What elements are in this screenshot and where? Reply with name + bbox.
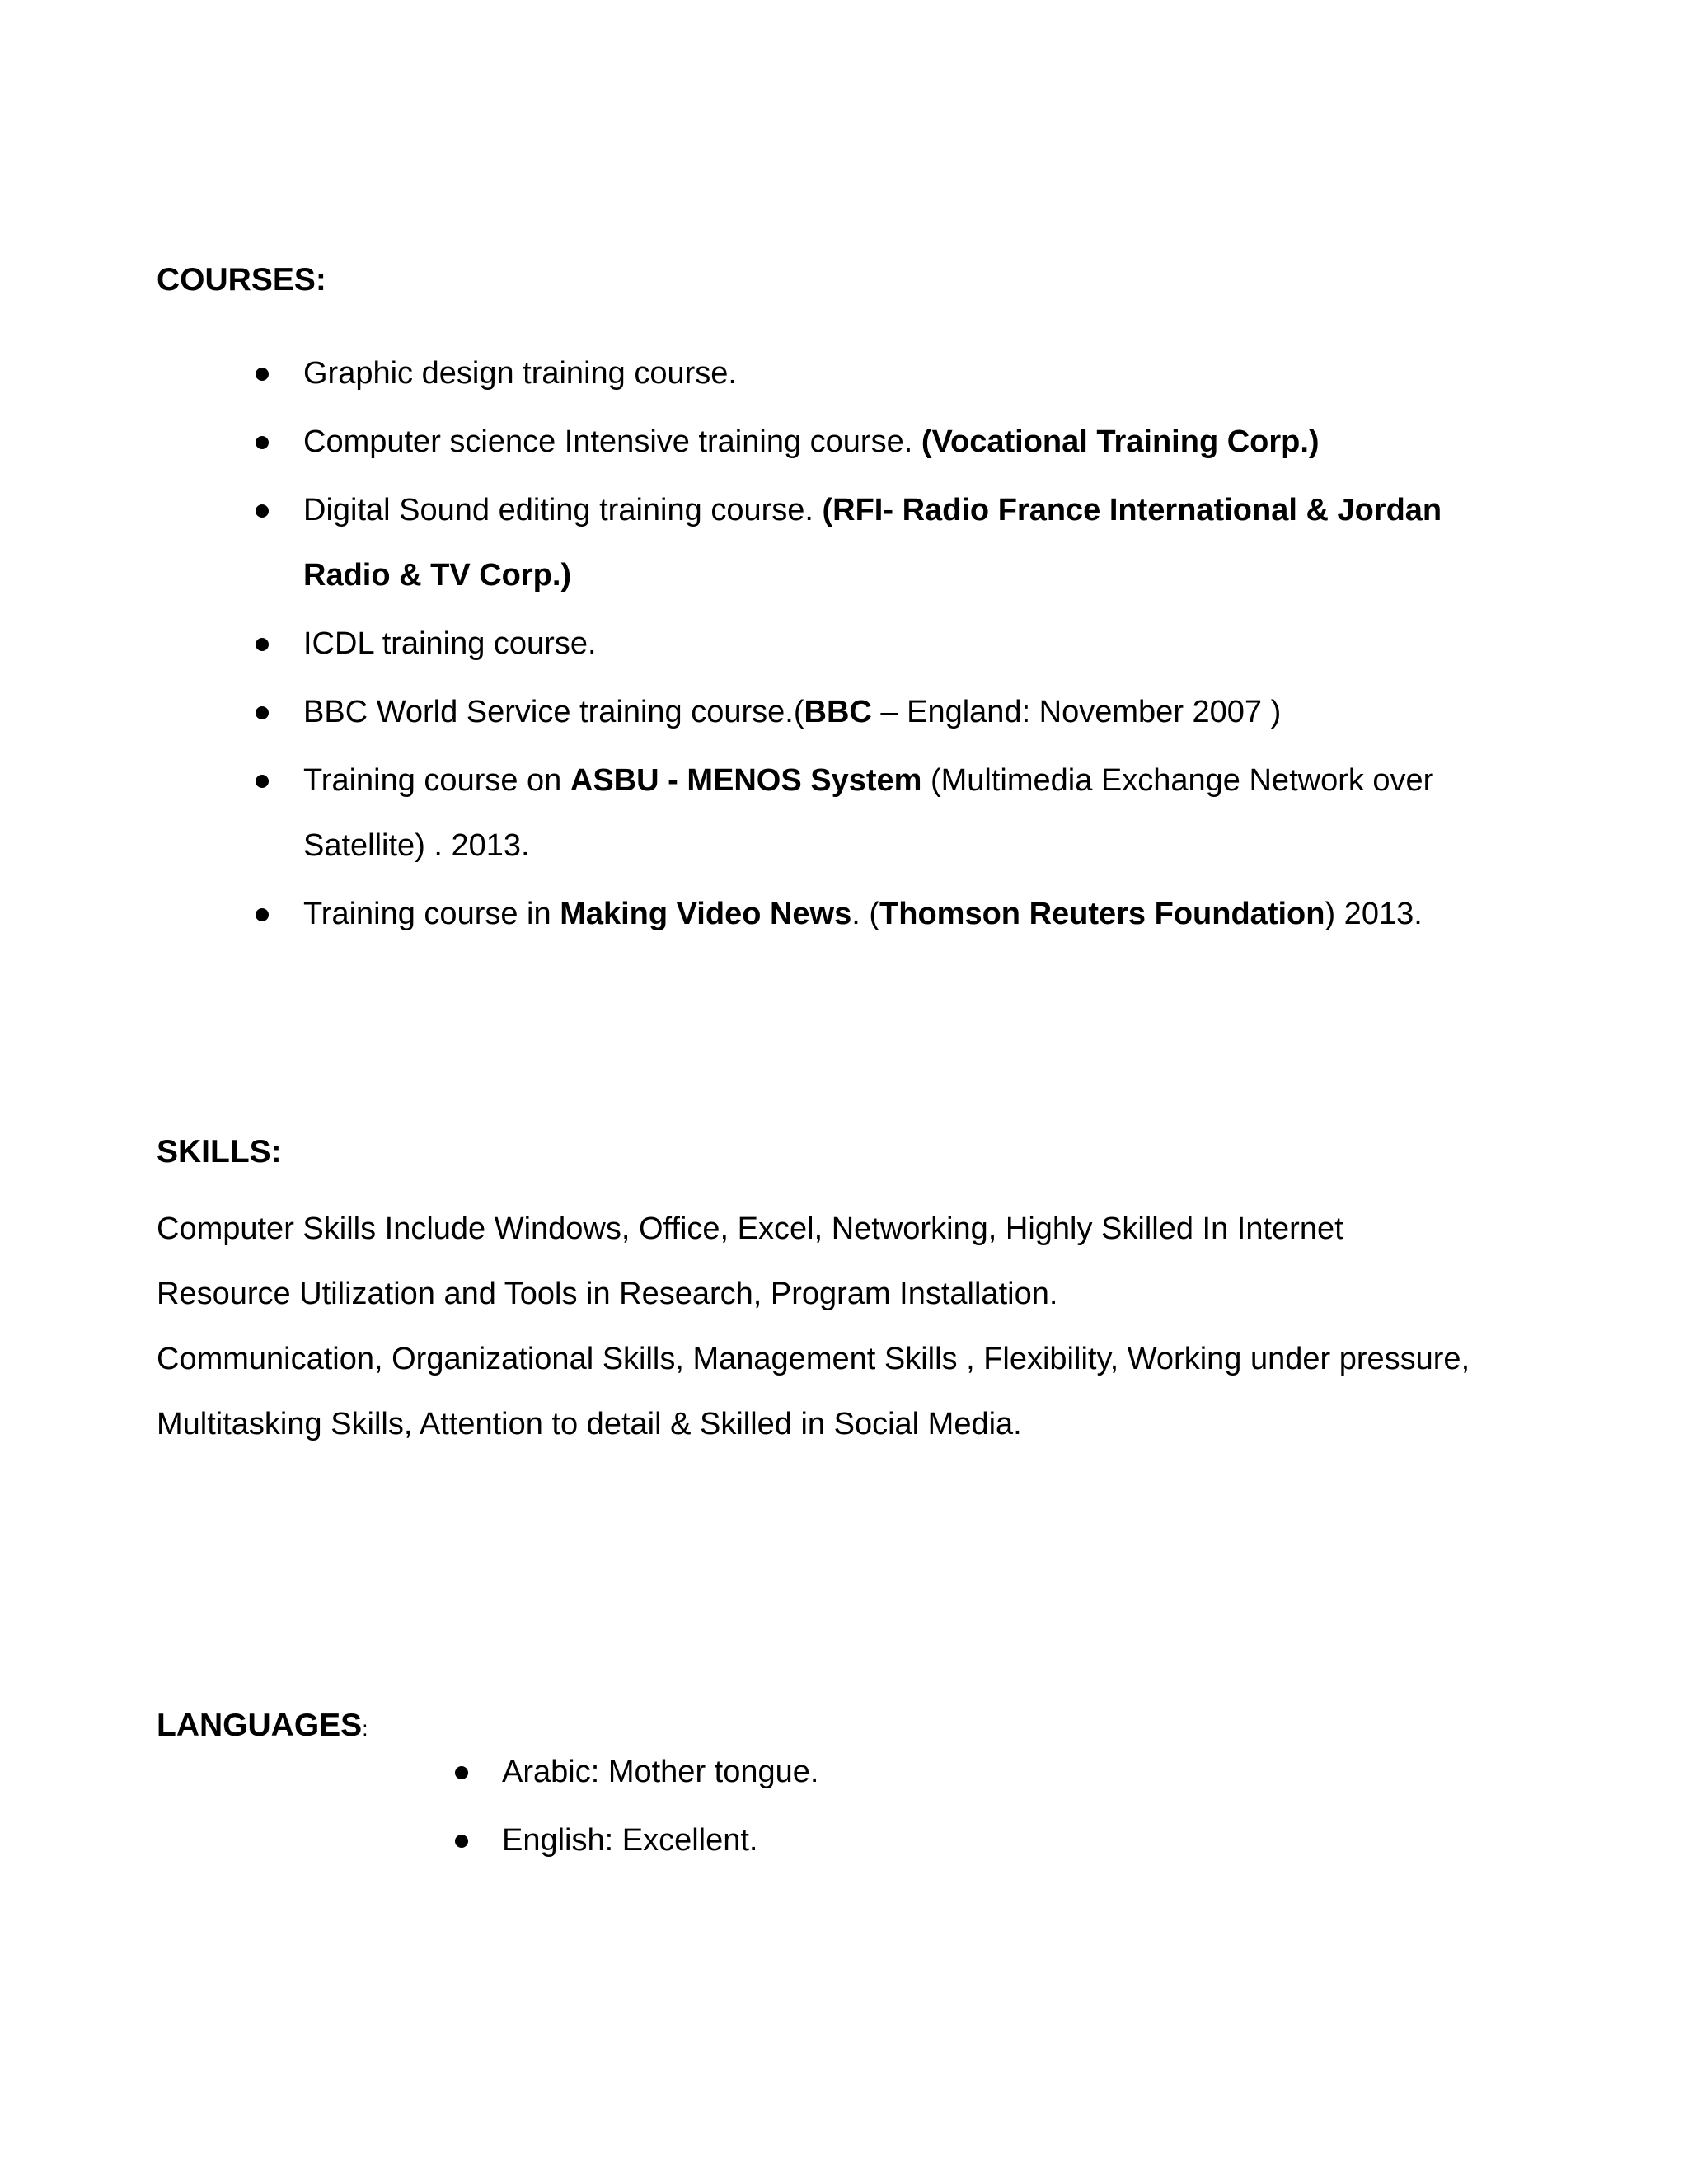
languages-list [502, 1740, 1244, 1877]
list-item [303, 882, 1474, 947]
languages-heading-colon: : [362, 1716, 368, 1741]
course-system: ASBU - MENOS System [570, 763, 922, 798]
course-topic: Making Video News [560, 897, 852, 931]
bullet-icon [256, 775, 269, 788]
course-date: ) 2013. [1325, 897, 1423, 931]
list-item [303, 341, 1474, 406]
bullet-icon [256, 908, 269, 921]
course-org: (Vocational Training Corp.) [921, 424, 1320, 459]
bullet-icon [455, 1835, 468, 1848]
courses-heading: COURSES: [157, 262, 326, 298]
bullet-icon [256, 706, 269, 719]
bullet-icon [455, 1766, 468, 1779]
skills-heading: SKILLS: [157, 1134, 282, 1169]
course-org: (RFI- Radio France International & Jordan Radio & TV Corp.) [303, 493, 1442, 593]
list-item [502, 1808, 1244, 1873]
skills-paragraph-computer: Computer Skills Include Windows, Office, Excel, Networking, Highly Skilled In Internet Resource Utilization and Tools in Research, Program Installation. [157, 1212, 1343, 1311]
course-text: BBC World Service training course.( [303, 695, 804, 729]
skills-text [157, 1197, 1475, 1457]
language-text: English: Excellent. [502, 1823, 758, 1858]
course-separator: . ( [851, 897, 880, 931]
courses-list [303, 341, 1474, 950]
course-org: BBC [804, 695, 872, 729]
course-detail: (Multimedia Exchange Network over Satellite) . 2013. [303, 763, 1434, 863]
course-text: ICDL training course. [303, 626, 597, 661]
list-item [303, 680, 1474, 745]
course-text: Digital Sound editing training course. [303, 493, 823, 527]
course-text: Training course in [303, 897, 560, 931]
course-text: Graphic design training course. [303, 356, 737, 391]
list-item [303, 478, 1474, 608]
skills-paragraph-soft: Communication, Organizational Skills, Management Skills , Flexibility, Working under pressure, Multitasking Skills, Attention to detail & Skilled in Social Media. [157, 1342, 1470, 1441]
list-item [303, 612, 1474, 677]
languages-heading [157, 1709, 368, 1741]
course-text: Computer science Intensive training course. [303, 424, 921, 459]
bullet-icon [256, 368, 269, 381]
bullet-icon [256, 436, 269, 449]
list-item [303, 748, 1474, 879]
languages-heading-text: LANGUAGES [157, 1708, 363, 1743]
language-text: Arabic: Mother tongue. [502, 1755, 819, 1789]
bullet-icon [256, 638, 269, 651]
course-text: Training course on [303, 763, 570, 798]
course-date: – England: November 2007 ) [871, 695, 1282, 729]
course-org: Thomson Reuters Foundation [879, 897, 1325, 931]
list-item [303, 410, 1474, 475]
bullet-icon [256, 504, 269, 518]
list-item [502, 1740, 1244, 1805]
